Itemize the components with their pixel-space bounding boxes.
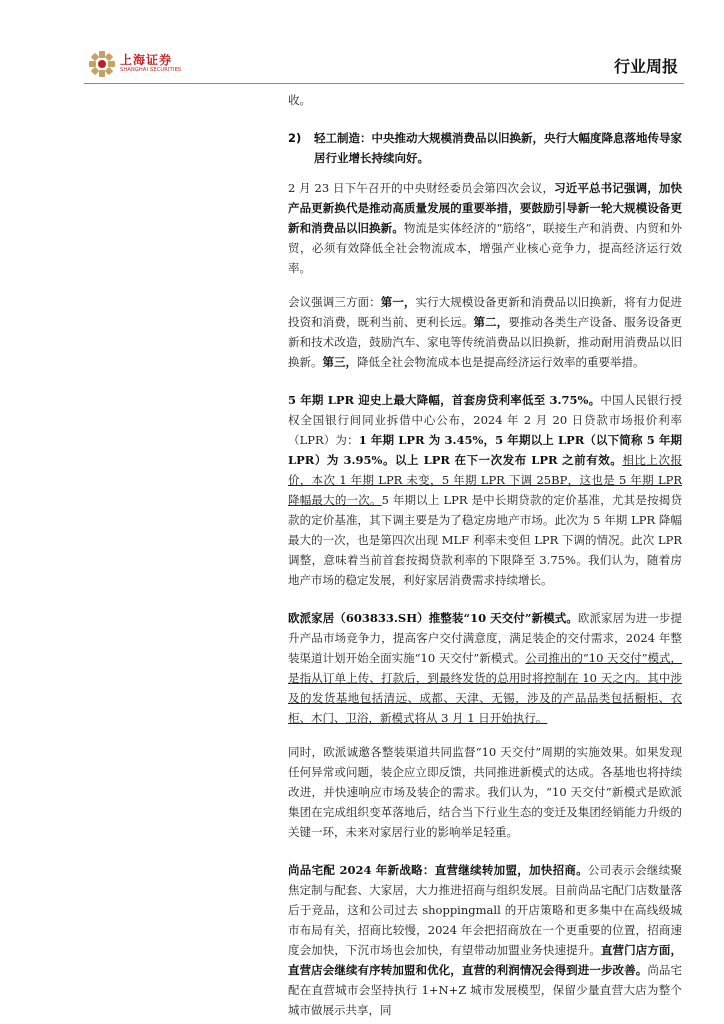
text-run-bold: 习近平总书记强调，加快产品更新换代是推动高质量发展的重要举措，要鼓励引导新一轮大规模设备更新和消费品以旧换新。 bbox=[288, 181, 682, 235]
text-run: 实行大规模设备更新和消费品以旧换新，将有力促进投资和消费，既利当前、更利长远。 bbox=[288, 295, 683, 329]
text-run: 公司表示会继续聚焦定制与配套、大家居，大力推进招商与组织发展。目前尚品宅配门店数量落后于竞品，这和公司过去 shoppingmall 的开店策略和更多集中在高线级城市布局有关，招商比较慢，2024 年会把招商放在一个更重要的位置，招商速度会加快，下沉市场也会加快，有望带动加盟业务快速提升。 bbox=[288, 863, 682, 957]
text-run: 中国人民银行授权全国银行间同业拆借中心公布，2024 年 2 月 20 日贷款市场报价利率（LPR）为： bbox=[288, 393, 682, 447]
logo-chinese-name: 上海证券 bbox=[120, 53, 173, 67]
text-run: 要推动各类生产设备、服务设备更新和技术改造，鼓励汽车、家电等传统消费品以旧换新，推动耐用消费品以旧换新。 bbox=[288, 315, 683, 369]
section-number: 2) bbox=[288, 131, 302, 145]
company-logo bbox=[88, 50, 181, 78]
text-run-bold: 第二， bbox=[473, 315, 509, 329]
page-header bbox=[0, 0, 724, 90]
paragraph-lead-bold: 尚品宅配 2024 年新战略：直营继续转加盟，加快招商。 bbox=[288, 863, 588, 877]
text-run-underlined: 公司推出的“10 天交付”模式，是指从订单上传、打款后，到最终发货的总用时将控制在 10 天之内。其中涉及的发货基地包括清远、成都、天津、无锡，涉及的产品品类包括橱柜、衣柜、木门、卫浴，新模式将从 3 月 1 日开始执行。 bbox=[288, 651, 683, 725]
text-run-bold: 第三， bbox=[322, 355, 357, 369]
paragraph-shangpin bbox=[288, 860, 682, 1020]
text-run: 欧派家居为进一步提升产品市场竞争力，提高客户交付满意度，满足装企的交付需求，2024 年整装渠道计划开始全面实施“10 天交付”新模式。 bbox=[288, 611, 683, 665]
main-content bbox=[288, 90, 682, 1020]
text-run: 2 月 23 日下午召开的中央财经委员会第四次会议， bbox=[288, 181, 555, 195]
text-run: 会议强调三方面： bbox=[288, 295, 381, 309]
header-divider bbox=[84, 83, 684, 84]
paragraph-meeting bbox=[288, 178, 682, 278]
text-run-bold: 1 年期 LPR 为 3.45%，5 年期以上 LPR（以下简称 5 年期 LPR）为 3.95%。以上 LPR 在下一次发布 LPR 之前有效。 bbox=[288, 433, 682, 467]
text-run: 物流是实体经济的“筋络”，联接生产和消费、内贸和外贸，必须有效降低全社会物流成本，增强产业核心竞争力，提高经济运行效率。 bbox=[288, 221, 682, 275]
logo-emblem-icon bbox=[88, 50, 116, 78]
paragraph-lead-bold: 欧派家居（603833.SH）推整装“10 天交付”新模式。 bbox=[288, 611, 578, 625]
report-type-label: 行业周报 bbox=[613, 57, 678, 76]
text-run-underlined: 相比上次报价，本次 1 年期 LPR 未变，5 年期 LPR 下调 25BP，这也是 5 年期 LPR 降幅最大的一次。 bbox=[288, 453, 683, 507]
paragraph-oppein bbox=[288, 608, 682, 728]
paragraph-oppein-supervision: 同时，欧派诚邀各整装渠道共同监督“10 天交付”周期的实施效果。如果发现任何异常或问题，装企应立即反馈，共同推进新模式的达成。各基地也将持续改进，并快速响应市场及装企的需求。我们认为，“10 天交付”新模式是欧派集团在完成组织变革落地后，结合当下行业生态的变迁及集团经销能力升级的关键一环，未来对家居行业的影响举足轻重。 bbox=[288, 745, 682, 839]
continued-fragment: 收。 bbox=[288, 93, 311, 107]
logo-english-name: SHANGHAI SECURITIES bbox=[120, 67, 182, 73]
paragraph-lead-bold: 5 年期 LPR 迎史上最大降幅，首套房贷利率低至 3.75%。 bbox=[288, 393, 601, 407]
paragraph-three-aspects bbox=[288, 292, 682, 372]
section-title: 轻工制造：中央推动大规模消费品以旧换新，央行大幅度降息落地传导家居行业增长持续向好。 bbox=[314, 131, 682, 165]
text-run: 尚品宅配在直营城市会坚持执行 1+N+Z 城市发展模型，保留少量直营大店为整个城市做展示共享，同 bbox=[288, 963, 683, 1017]
text-run-bold: 第一， bbox=[380, 295, 416, 309]
text-run-bold: 直营门店方面，直营店会继续有序转加盟和优化，直营的利润情况会得到进一步改善。 bbox=[288, 943, 682, 977]
text-run: 5 年期以上 LPR 是中长期贷款的定价基准，尤其是按揭贷款的定价基准，其下调主要是为了稳定房地产市场。此次为 5 年期 LPR 降幅最大的一次，也是第四次出现 MLF 利率未变但 LPR 下调的情况。此次 LPR 调整，意味着当前首套按揭贷款利率的下限降至 3.75%。我们认为，随着房地产市场的稳定发展，利好家居消费需求持续增长。 bbox=[288, 493, 682, 587]
section-heading bbox=[288, 128, 682, 168]
text-run: 降低全社会物流成本也是提高经济运行效率的重要举措。 bbox=[357, 355, 645, 369]
paragraph-lpr bbox=[288, 390, 682, 590]
